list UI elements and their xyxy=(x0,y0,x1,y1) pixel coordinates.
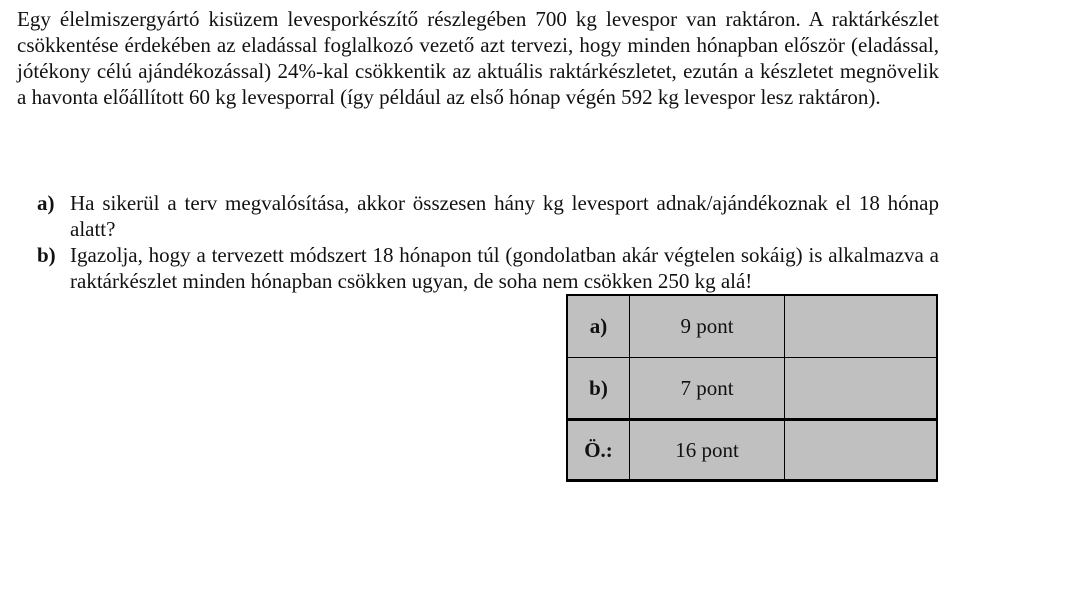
score-row-points: 7 pont xyxy=(630,358,785,420)
score-row-label: b) xyxy=(567,358,630,420)
score-row-label: a) xyxy=(567,295,630,358)
task-label: b) xyxy=(37,243,56,267)
score-row xyxy=(567,295,937,358)
problem-intro: Egy élelmiszergyártó kisüzem levesporkészítő részlegében 700 kg levespor van raktáron. A raktárkészlet csökkentése érdekében az eladással foglalkozó vezető azt tervezi, hogy minden hónapban először (eladással, jótékony célú ajándékozással) 24%-kal csökkentik az aktuális raktárkészletet, ezután a készletet megnövelik a havonta előállított 60 kg levesporral (így például az első hónap végén 592 kg levespor lesz raktáron). xyxy=(17,7,939,109)
score-table xyxy=(566,294,938,482)
score-total-cell[interactable] xyxy=(785,420,938,481)
score-cell[interactable] xyxy=(785,358,938,420)
score-total-label: Ö.: xyxy=(567,420,630,481)
score-row xyxy=(567,358,937,420)
score-total-row xyxy=(567,420,937,481)
score-cell[interactable] xyxy=(785,295,938,358)
task-label: a) xyxy=(37,191,55,215)
task-text: Ha sikerül a terv megvalósítása, akkor összesen hány kg levesport adnak/ajándékoznak el 18 hónap alatt? xyxy=(70,191,939,241)
task-text: Igazolja, hogy a tervezett módszert 18 hónapon túl (gondolatban akár végtelen sokáig) is alkalmazva a raktárkészlet minden hónapban csökken ugyan, de soha nem csökken 250 kg alá! xyxy=(70,243,939,293)
score-row-points: 9 pont xyxy=(630,295,785,358)
score-total-points: 16 pont xyxy=(630,420,785,481)
